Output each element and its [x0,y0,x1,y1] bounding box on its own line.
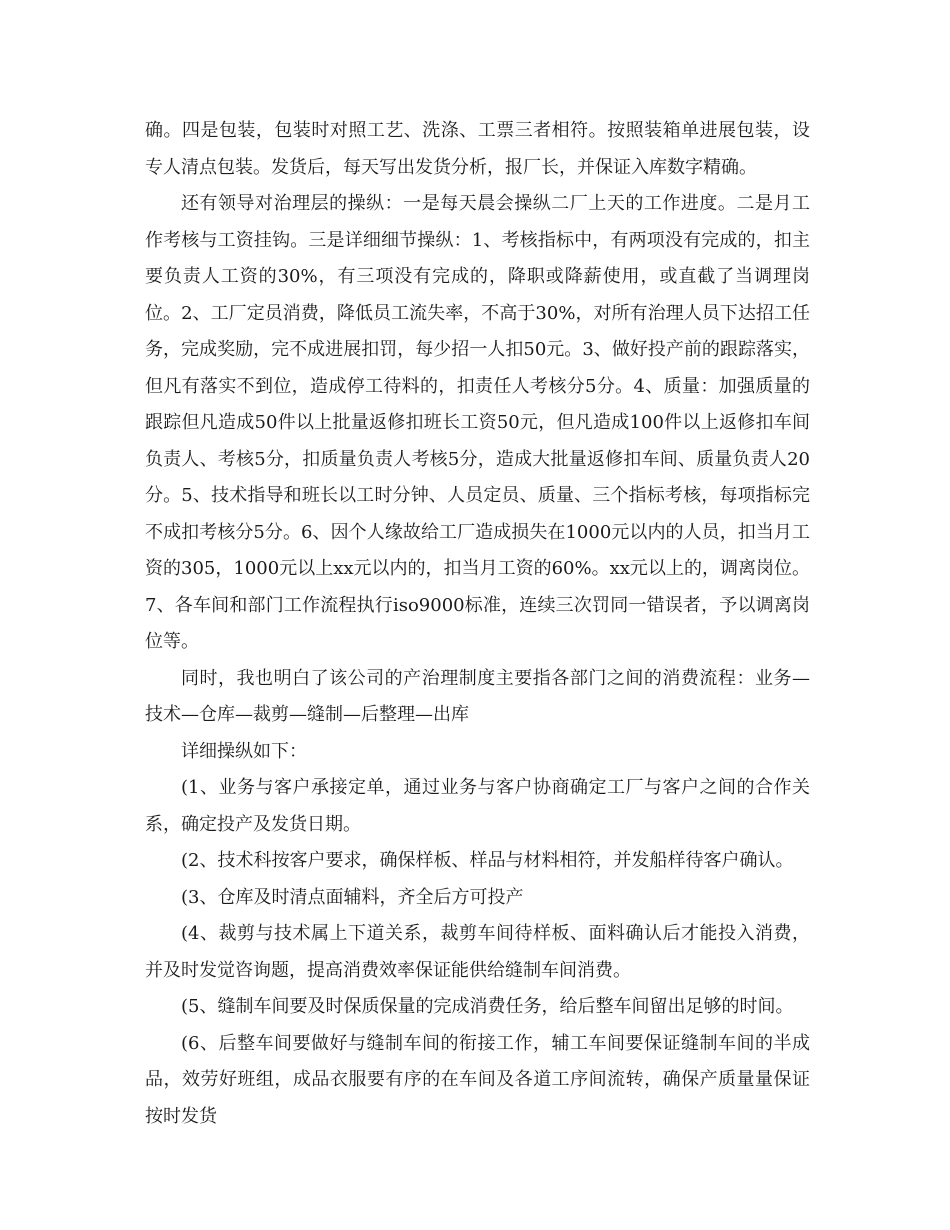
paragraph-packaging-continued: 确。四是包装，包装时对照工艺、洗涤、工票三者相符。按照装箱单进展包装，设专人清点包装。发货后，每天写出发货分析，报厂长，并保证入库数字精确。 [145,120,810,178]
document-body [145,113,810,1135]
list-item-business: (1、业务与客户承接定单，通过业务与客户协商确定工厂与客户之间的合作关系，确定投产及发货日期。 [145,777,810,835]
list-item-technical: (2、技术科按客户要求，确保样板、样品与材料相符，并发船样待客户确认。 [181,850,794,871]
paragraph-detail-heading: 详细操纵如下： [181,740,307,762]
list-item-cutting: (4、裁剪与技术属上下道关系，裁剪车间待样板、面料确认后才能投入消费，并及时发觉咨询题，提高消费效率保证能供给缝制车间消费。 [145,923,810,981]
list-item-sewing: (5、缝制车间要及时保质保量的完成消费任务，给后整车间留出足够的时间。 [181,996,794,1017]
paragraph-management-control: 还有领导对治理层的操纵：一是每天晨会操纵二厂上天的工作进度。二是月工作考核与工资挂钩。三是详细细节操纵：1、考核指标中，有两项没有完成的，扣主要负责人工资的30%，有三项没有完成的，降职或降薪使用，或直截了当调理岗位。2、工厂定员消费，降低员工流失率，不高于30%，对所有治理人员下达招工任务，完成奖励，完不成进展扣罚，每少招一人扣50元。3、做好投产前的跟踪落实，但凡有落实不到位，造成停工待料的，扣责任人考核分5分。4、质量：加强质量的跟踪但凡造成50件以上批量返修扣班长工资50元，但凡造成100件以上返修扣车间负责人、考核5分，扣质量负责人考核5分，造成大批量返修扣车间、质量负责人20分。5、技术指导和班长以工时分钟、人员定员、质量、三个指标考核，每项指标完不成扣考核分5分。6、因个人缘故给工厂造成损失在1000元以内的人员，扣当月工资的305，1000元以上xx元以内的，扣当月工资的60%。xx元以上的，调离岗位。7、各车间和部门工作流程执行iso9000标准，连续三次罚同一错误者，予以调离岗位等。 [145,193,810,652]
paragraph-production-process: 同时，我也明白了该公司的产治理制度主要指各部门之间的消费流程：业务—技术—仓库—裁剪—缝制—后整理—出库 [145,667,810,725]
list-item-warehouse: (3、仓库及时清点面辅料，齐全后方可投产 [181,886,524,908]
list-item-finishing: (6、后整车间要做好与缝制车间的衔接工作，辅工车间要保证缝制车间的半成品，效劳好班组，成品衣服要有序的在车间及各道工序间流转，确保产质量量保证按时发货 [145,1032,810,1127]
